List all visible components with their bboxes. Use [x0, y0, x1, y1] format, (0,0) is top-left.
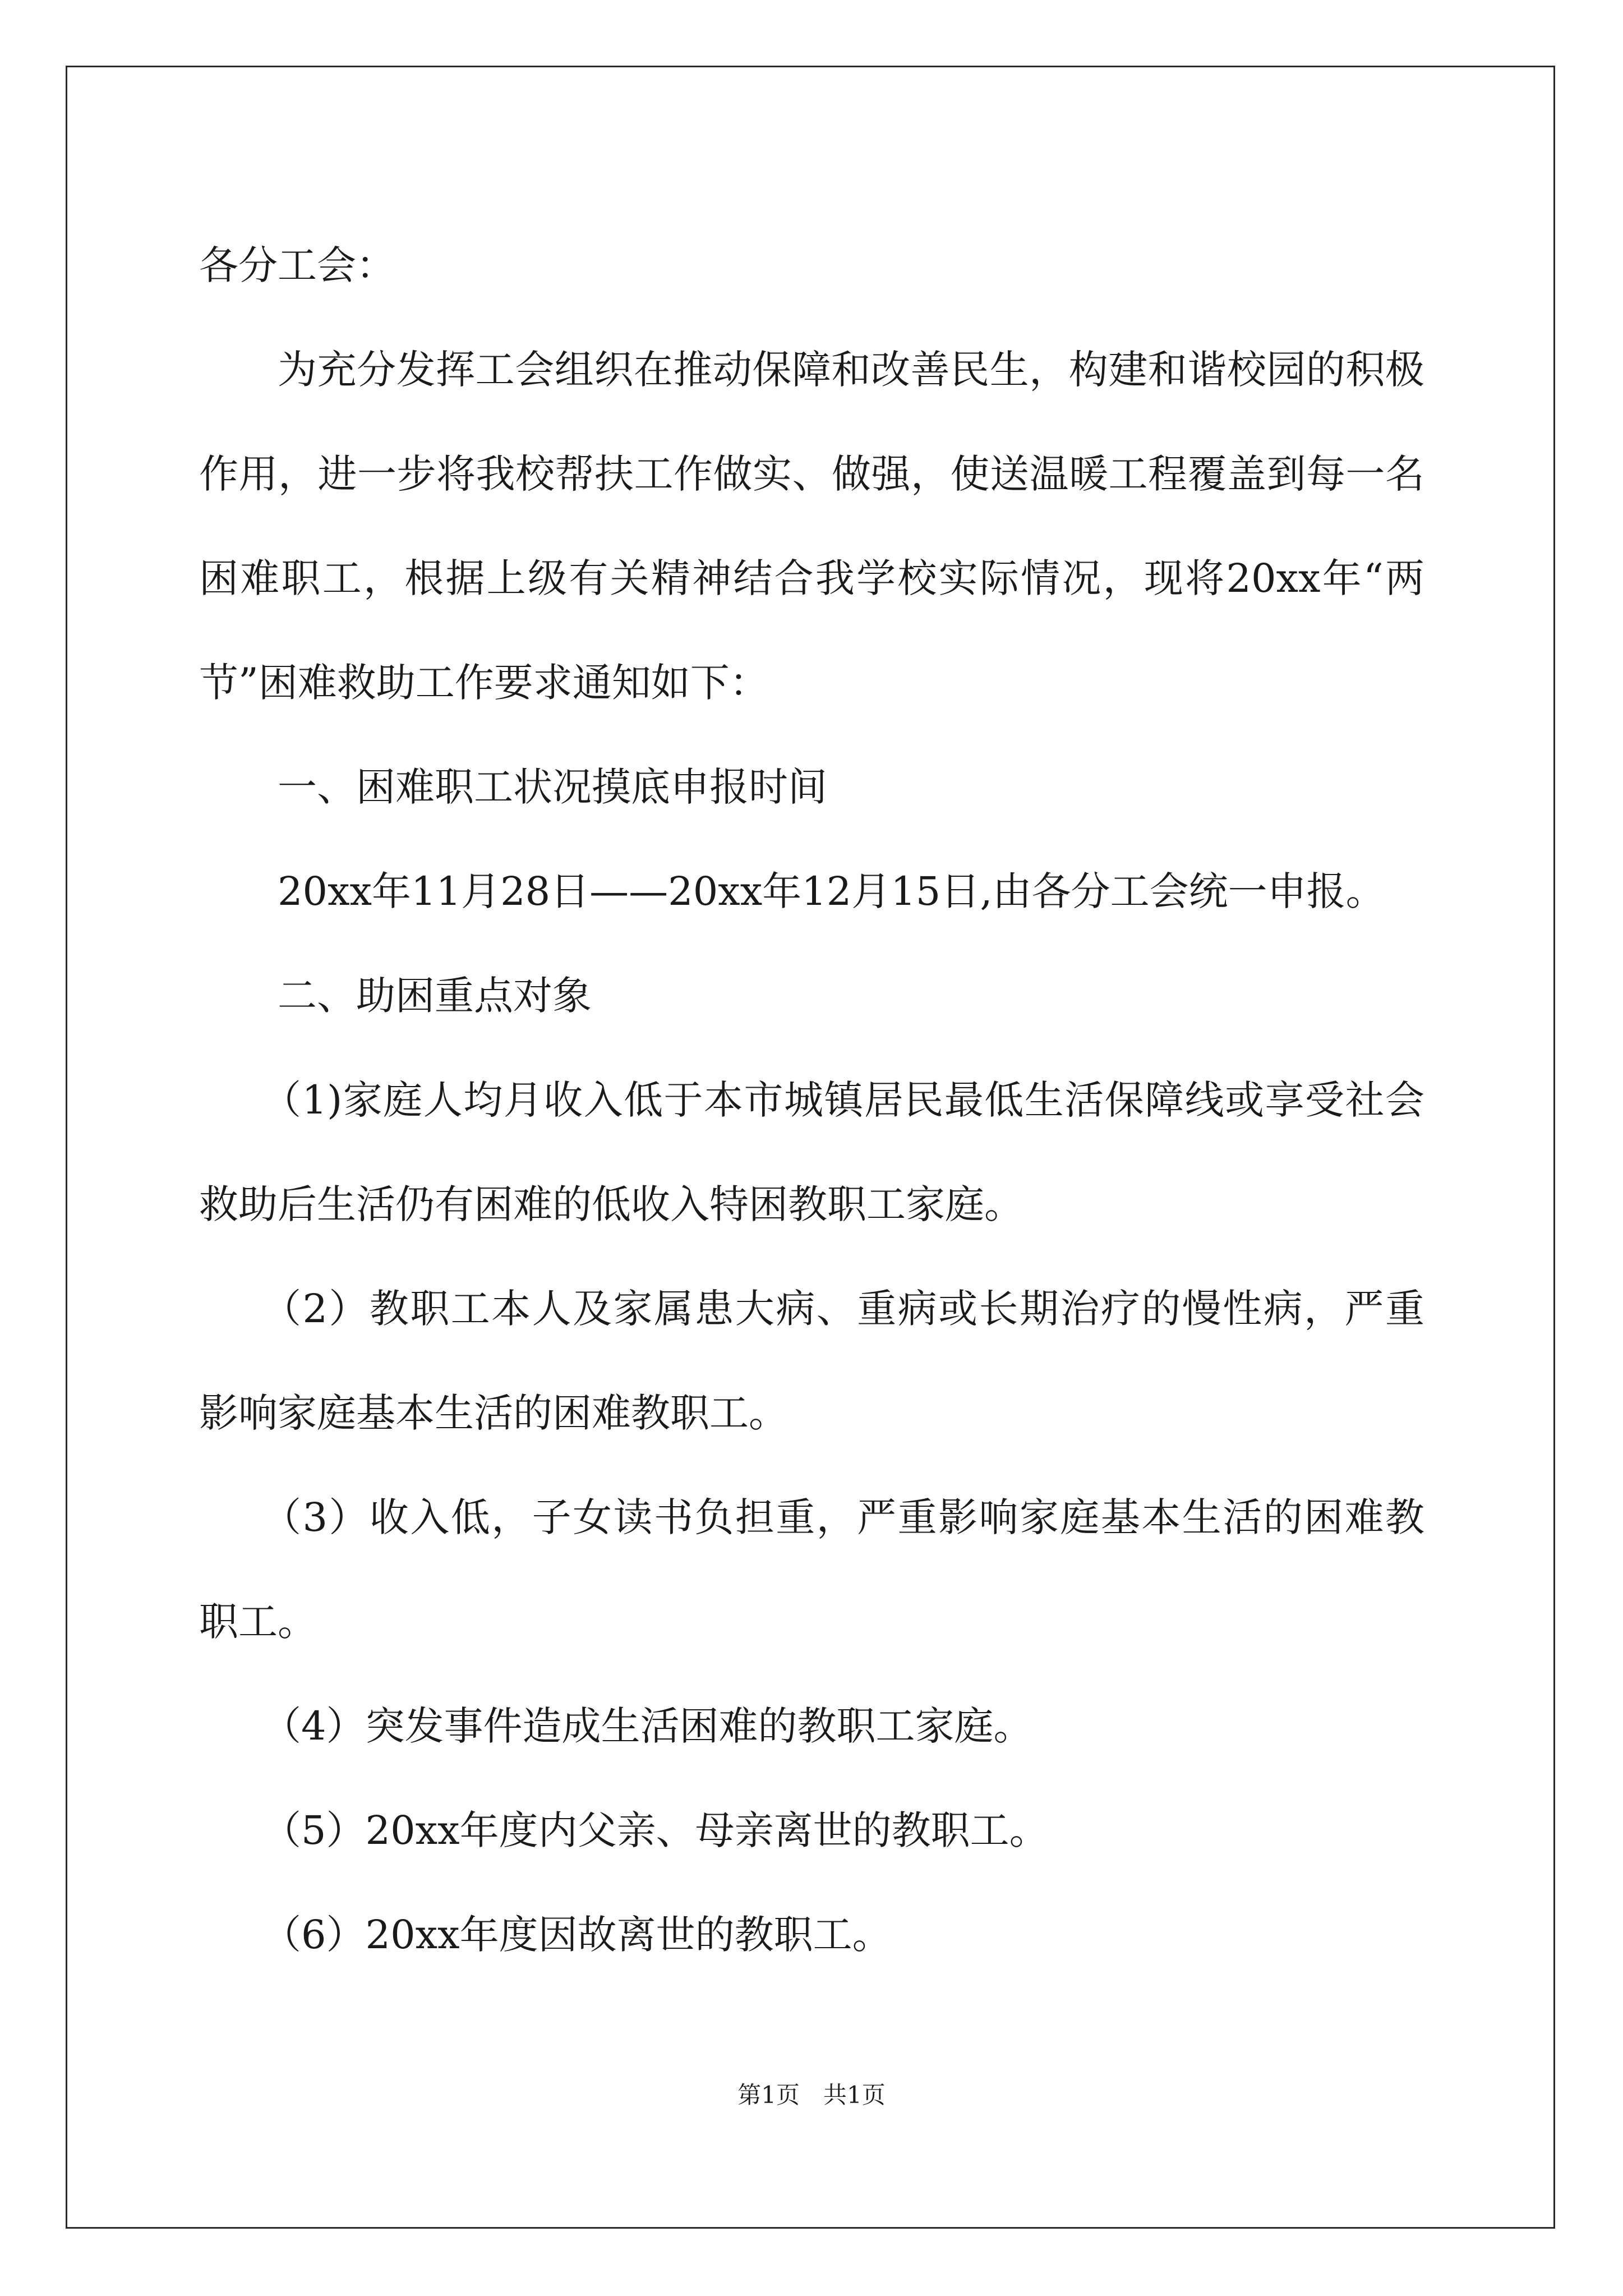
- intro-paragraph: 为充分发挥工会组织在推动保障和改善民生，构建和谐校园的积极作用，进一步将我校帮扶工作做实、做强，使送温暖工程覆盖到每一名困难职工，根据上级有关精神结合我学校实际情况，现将20xx年“两节”困难救助工作要求通知如下：: [199, 347, 1424, 706]
- section-body-1: 20xx年11月28日——20xx年12月15日,由各分工会统一申报。: [278, 868, 1385, 914]
- page-number-footer: 第1页 共1页: [737, 2081, 886, 2109]
- section-heading-1: 一、困难职工状况摸底申报时间: [278, 764, 827, 810]
- list-item: （3）收入低，子女读书负担重，严重影响家庭基本生活的困难教职工。: [199, 1494, 1424, 1645]
- list-item: （4）突发事件造成生活困难的教职工家庭。: [262, 1703, 1033, 1749]
- list-item: （5）20xx年度内父亲、母亲离世的教职工。: [262, 1807, 1049, 1853]
- document-body: [199, 213, 1424, 1987]
- list-item: （1)家庭人均月收入低于本市城镇居民最低生活保障线或享受社会救助后生活仍有困难的低收入特困教职工家庭。: [199, 1077, 1424, 1227]
- list-item: （6）20xx年度因故离世的教职工。: [262, 1912, 892, 1958]
- greeting: 各分工会：: [199, 242, 395, 288]
- list-item: （2）教职工本人及家属患大病、重病或长期治疗的慢性病，严重影响家庭基本生活的困难教职工。: [199, 1286, 1424, 1436]
- section-heading-2: 二、助困重点对象: [278, 973, 592, 1019]
